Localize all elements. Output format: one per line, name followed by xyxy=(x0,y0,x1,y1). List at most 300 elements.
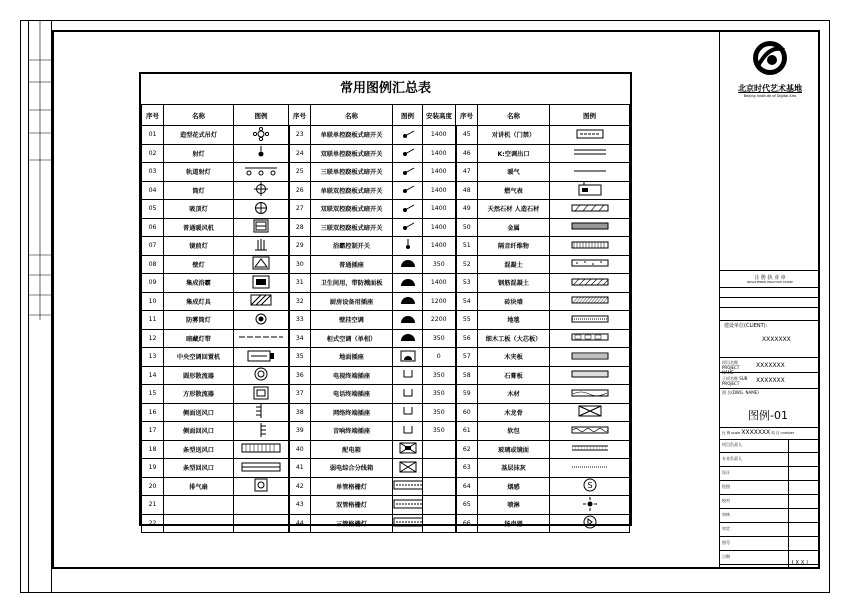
height-cell: 350 xyxy=(423,422,456,441)
speaker-icon xyxy=(583,515,597,531)
name-cell: 筒灯 xyxy=(164,181,234,200)
left-binding-strip xyxy=(28,20,52,593)
symbol-cell xyxy=(393,274,423,293)
seq-cell: 41 xyxy=(289,459,311,478)
name-cell: 中央空调回置机 xyxy=(164,348,234,367)
seq-cell: 62 xyxy=(456,440,478,459)
legend-sheet xyxy=(139,72,632,526)
distribution-box-icon xyxy=(399,442,417,456)
sheet-code-char: I xyxy=(792,560,794,566)
seq-cell: 51 xyxy=(456,237,478,256)
name-cell: 壁挂空调 xyxy=(311,311,393,330)
seq-cell: 65 xyxy=(456,496,478,515)
height-cell: 350 xyxy=(423,366,456,385)
symbol-cell xyxy=(550,274,630,293)
seq-cell: 26 xyxy=(289,181,311,200)
seq-cell: 43 xyxy=(289,496,311,515)
symbol-cell xyxy=(550,440,630,459)
symbol-cell xyxy=(393,237,423,256)
sprinkler-icon xyxy=(583,497,597,513)
symbol-cell xyxy=(550,459,630,478)
weak-current-box-icon xyxy=(399,461,417,475)
signature-row-label: 项目负责人 xyxy=(722,442,742,447)
seq-cell: 61 xyxy=(456,422,478,441)
ceiling-light-icon xyxy=(254,201,268,217)
seq-cell: 20 xyxy=(142,477,164,496)
symbol-cell xyxy=(550,385,630,404)
header-symbol: 图例 xyxy=(550,105,630,126)
name-cell: 普通插座 xyxy=(311,255,393,274)
seq-cell: 57 xyxy=(456,348,478,367)
wall-lamp-icon xyxy=(252,256,270,272)
symbol-cell xyxy=(550,403,630,422)
seq-cell: 55 xyxy=(456,311,478,330)
signature-row-label: 日期 xyxy=(722,554,730,559)
project-label: 项目名称 PROJECT NAME xyxy=(722,360,740,375)
name-cell: 金属 xyxy=(478,218,550,237)
signature-row xyxy=(720,523,820,537)
name-cell: 燃气表 xyxy=(478,181,550,200)
table-row xyxy=(142,422,630,441)
name-cell: 集成灯具 xyxy=(164,292,234,311)
height-cell: 0 xyxy=(423,348,456,367)
symbol-cell xyxy=(393,218,423,237)
table-row xyxy=(142,292,630,311)
seq-cell: 32 xyxy=(289,292,311,311)
signature-row xyxy=(720,439,820,453)
seq-cell: 35 xyxy=(289,348,311,367)
name-cell: 侧面送风口 xyxy=(164,403,234,422)
name-cell: 电视终端插座 xyxy=(311,366,393,385)
seq-cell: 14 xyxy=(142,366,164,385)
seq-cell: 48 xyxy=(456,181,478,200)
name-cell: 卫生间用，带防溅面板 xyxy=(311,274,393,293)
name-cell: 浴霸控制开关 xyxy=(311,237,393,256)
symbol-cell xyxy=(550,126,630,145)
name-cell: 音响终端插座 xyxy=(311,422,393,441)
seq-cell: 31 xyxy=(289,274,311,293)
symbol-cell xyxy=(550,255,630,274)
switch-icon xyxy=(400,166,416,178)
qualification-header: 注 册 执 业 章 xyxy=(754,275,786,281)
name-cell: 厨房设备用插座 xyxy=(311,292,393,311)
symbol-cell xyxy=(550,237,630,256)
height-cell: 1400 xyxy=(423,144,456,163)
height-cell: 350 xyxy=(423,403,456,422)
subproject-label: 子项名称 SUB PROJECT xyxy=(722,376,748,386)
seq-cell: 05 xyxy=(142,200,164,219)
symbol-cell xyxy=(393,144,423,163)
symbol-cell xyxy=(550,477,630,496)
symbol-cell xyxy=(234,366,289,385)
name-cell: 三管格栅灯 xyxy=(311,514,393,533)
symbol-cell xyxy=(550,422,630,441)
switch-icon xyxy=(400,184,416,196)
symbol-cell xyxy=(550,218,630,237)
fog-downlight-icon xyxy=(254,312,268,328)
seq-cell: 08 xyxy=(142,255,164,274)
name-cell: 双管格栅灯 xyxy=(311,496,393,515)
name-cell: 造型花式吊灯 xyxy=(164,126,234,145)
square-diffuser-icon xyxy=(253,386,269,402)
header-seq: 序号 xyxy=(289,105,311,126)
signature-row xyxy=(720,453,820,467)
table-row xyxy=(142,496,630,515)
name-cell: 三联双控跷板式暗开关 xyxy=(311,218,393,237)
symbol-cell xyxy=(550,329,630,348)
table-row xyxy=(142,200,630,219)
symbol-cell xyxy=(393,163,423,182)
height-cell: 1400 xyxy=(423,274,456,293)
seq-cell: 17 xyxy=(142,422,164,441)
company-logo-icon xyxy=(750,38,790,78)
name-cell: 网络终端插座 xyxy=(311,403,393,422)
signature-row xyxy=(720,481,820,495)
carpet-icon xyxy=(571,315,609,325)
concrete-icon xyxy=(571,259,609,269)
gas-meter-icon xyxy=(578,182,602,198)
seq-cell: 63 xyxy=(456,459,478,478)
name-cell: 防雾筒灯 xyxy=(164,311,234,330)
signature-row xyxy=(720,495,820,509)
seq-cell: 25 xyxy=(289,163,311,182)
symbol-cell xyxy=(550,514,630,533)
seq-cell: 59 xyxy=(456,385,478,404)
blockboard-icon xyxy=(571,333,609,343)
height-cell xyxy=(423,514,456,533)
name-cell: 双联双控跷板式暗开关 xyxy=(311,200,393,219)
table-row xyxy=(142,366,630,385)
symbol-cell xyxy=(393,255,423,274)
height-cell: 1400 xyxy=(423,218,456,237)
header-name: 名称 xyxy=(311,105,393,126)
seq-cell: 29 xyxy=(289,237,311,256)
seq-cell: 50 xyxy=(456,218,478,237)
seq-cell: 11 xyxy=(142,311,164,330)
ac-outlet-icon xyxy=(573,147,607,159)
seq-cell: 16 xyxy=(142,403,164,422)
name-cell: 吸顶灯 xyxy=(164,200,234,219)
bath-heater-icon xyxy=(252,275,270,291)
led-strip-icon xyxy=(239,334,283,342)
signature-row-label: 审定 xyxy=(722,526,730,531)
sheet-code xyxy=(792,560,810,566)
seq-cell: 24 xyxy=(289,144,311,163)
switch-icon xyxy=(400,221,416,233)
name-cell: 镜前灯 xyxy=(164,237,234,256)
seq-cell: 54 xyxy=(456,292,478,311)
symbol-cell xyxy=(234,218,289,237)
height-cell: 1400 xyxy=(423,181,456,200)
symbol-cell xyxy=(393,311,423,330)
name-cell: 集成浴霸 xyxy=(164,274,234,293)
seq-cell: 23 xyxy=(289,126,311,145)
name-cell: 侧面回风口 xyxy=(164,422,234,441)
switch-icon xyxy=(400,147,416,159)
table-row xyxy=(142,459,630,478)
seq-cell: 53 xyxy=(456,274,478,293)
signature-row-label: 设计 xyxy=(722,470,730,475)
symbol-cell xyxy=(393,329,423,348)
symbol-cell xyxy=(393,459,423,478)
subproject-value: XXXXXXX xyxy=(756,377,785,384)
name-cell: 软包 xyxy=(478,422,550,441)
table-row xyxy=(142,403,630,422)
height-cell: 350 xyxy=(423,385,456,404)
title-block xyxy=(719,30,820,569)
height-cell: 1200 xyxy=(423,292,456,311)
drawing-name-label: 图 名(DWG. NAME) xyxy=(722,390,759,395)
heater-icon xyxy=(253,219,269,235)
symbol-cell xyxy=(234,181,289,200)
name-cell: 木材 xyxy=(478,385,550,404)
side-return-vent-icon xyxy=(253,423,269,439)
signature-row-label: 校对 xyxy=(722,498,730,503)
grille-lamp-icon xyxy=(393,480,423,492)
gypsum-icon xyxy=(571,370,609,380)
seq-cell: 03 xyxy=(142,163,164,182)
table-row xyxy=(142,348,630,367)
name-cell: 木龙骨 xyxy=(478,403,550,422)
symbol-cell xyxy=(393,440,423,459)
socket-icon xyxy=(399,332,417,344)
height-cell xyxy=(423,459,456,478)
name-cell: 隔音纤维物 xyxy=(478,237,550,256)
bath-switch-icon xyxy=(403,239,413,253)
height-cell: 1400 xyxy=(423,163,456,182)
stone-icon xyxy=(571,204,609,214)
symbol-cell xyxy=(234,126,289,145)
scale-prefix: 比 例 scale xyxy=(722,431,741,435)
sheet-title: 常用图例汇总表 xyxy=(339,81,431,96)
sheet-code-char: I xyxy=(806,560,808,566)
name-cell: 电话终端插座 xyxy=(311,385,393,404)
table-row xyxy=(142,218,630,237)
header-symbol: 图例 xyxy=(393,105,423,126)
name-cell: 烟感 xyxy=(478,477,550,496)
header-seq: 序号 xyxy=(142,105,164,126)
seq-cell: 33 xyxy=(289,311,311,330)
intercom-icon xyxy=(576,129,604,141)
signature-row xyxy=(720,537,820,551)
symbol-cell xyxy=(234,163,289,182)
table-row xyxy=(142,144,630,163)
company-name-en: Beijing Institute of Digital Arts xyxy=(743,94,797,98)
strip-supply-vent-icon xyxy=(241,443,281,455)
table-row xyxy=(142,329,630,348)
table-row xyxy=(142,126,630,145)
height-cell: 1400 xyxy=(423,126,456,145)
name-cell: 壁灯 xyxy=(164,255,234,274)
seq-cell: 36 xyxy=(289,366,311,385)
symbol-cell xyxy=(234,496,289,515)
integrated-lamp-icon xyxy=(250,294,272,308)
seq-cell: 40 xyxy=(289,440,311,459)
grille-lamp-icon xyxy=(393,517,423,529)
seq-cell: 49 xyxy=(456,200,478,219)
seq-cell: 64 xyxy=(456,477,478,496)
wood-icon xyxy=(571,389,609,399)
symbol-cell xyxy=(234,311,289,330)
signature-rows xyxy=(720,439,820,569)
seq-cell: 56 xyxy=(456,329,478,348)
height-cell: 350 xyxy=(423,329,456,348)
symbol-cell xyxy=(393,477,423,496)
symbol-cell xyxy=(234,348,289,367)
name-cell: 柜式空调（单相） xyxy=(311,329,393,348)
symbol-cell xyxy=(234,403,289,422)
table-row xyxy=(142,385,630,404)
name-cell: 条型送风口 xyxy=(164,440,234,459)
seq-cell: 30 xyxy=(289,255,311,274)
height-cell xyxy=(423,477,456,496)
symbol-cell xyxy=(393,292,423,311)
table-row xyxy=(142,163,630,182)
fiber-icon xyxy=(571,241,609,251)
symbol-cell xyxy=(234,237,289,256)
scale-suffix: 项 目 number xyxy=(771,431,795,435)
seq-cell: 06 xyxy=(142,218,164,237)
signature-row-label: 图号 xyxy=(722,540,730,545)
seq-cell: 15 xyxy=(142,385,164,404)
drawing-title: 图例-01 xyxy=(748,409,788,422)
phone-socket-icon xyxy=(401,387,415,401)
scale-value: XXXXXXX xyxy=(741,429,771,436)
name-cell: 弱电综合分线箱 xyxy=(311,459,393,478)
name-cell xyxy=(164,514,234,533)
name-cell: 木夹板 xyxy=(478,348,550,367)
seq-cell: 42 xyxy=(289,477,311,496)
height-cell: 350 xyxy=(423,255,456,274)
table-row xyxy=(142,311,630,330)
seq-cell: 27 xyxy=(289,200,311,219)
name-cell: 天然石材 人造石材 xyxy=(478,200,550,219)
seq-cell: 38 xyxy=(289,403,311,422)
grille-lamp-icon xyxy=(393,499,423,511)
symbol-cell xyxy=(393,366,423,385)
table-row xyxy=(142,181,630,200)
table-row xyxy=(142,274,630,293)
sheet-code-char: X xyxy=(795,560,799,566)
project-value: XXXXXXX xyxy=(756,362,785,369)
name-cell: 单联单控跷板式暗开关 xyxy=(311,126,393,145)
name-cell: 条型回风口 xyxy=(164,459,234,478)
svg-text:S: S xyxy=(586,481,593,491)
header-symbol: 图例 xyxy=(234,105,289,126)
header-height: 安装高度 xyxy=(423,105,456,126)
radiator-icon xyxy=(573,168,607,176)
seq-cell: 21 xyxy=(142,496,164,515)
metal-icon xyxy=(571,222,609,232)
name-cell: 方形散流器 xyxy=(164,385,234,404)
seq-cell: 44 xyxy=(289,514,311,533)
signature-row xyxy=(720,509,820,523)
socket-icon xyxy=(399,277,417,289)
symbol-cell xyxy=(234,255,289,274)
switch-icon xyxy=(400,129,416,141)
table-row xyxy=(142,440,630,459)
seq-cell: 45 xyxy=(456,126,478,145)
seq-cell: 60 xyxy=(456,403,478,422)
central-ac-icon xyxy=(247,350,275,364)
name-cell: 普通暖风机 xyxy=(164,218,234,237)
mirror-light-icon xyxy=(253,238,269,254)
name-cell: 圆形散流器 xyxy=(164,366,234,385)
name-cell: 砖块墙 xyxy=(478,292,550,311)
audio-socket-icon xyxy=(401,424,415,438)
symbol-cell xyxy=(550,200,630,219)
seq-cell: 12 xyxy=(142,329,164,348)
soft-pack-icon xyxy=(571,426,609,436)
tv-socket-icon xyxy=(401,368,415,382)
name-cell: 双联单控跷板式暗开关 xyxy=(311,144,393,163)
height-cell: 2200 xyxy=(423,311,456,330)
name-cell: 对讲机（门禁） xyxy=(478,126,550,145)
seq-cell: 28 xyxy=(289,218,311,237)
client-value: XXXXXXX xyxy=(762,336,791,343)
network-socket-icon xyxy=(401,405,415,419)
seq-cell: 04 xyxy=(142,181,164,200)
symbol-cell xyxy=(234,422,289,441)
height-cell: 1400 xyxy=(423,200,456,219)
name-cell: 喷淋 xyxy=(478,496,550,515)
plywood-icon xyxy=(571,352,609,362)
symbol-cell xyxy=(393,348,423,367)
name-cell: 石膏板 xyxy=(478,366,550,385)
header-name: 名称 xyxy=(164,105,234,126)
seq-cell: 10 xyxy=(142,292,164,311)
symbol-cell xyxy=(234,440,289,459)
symbol-cell xyxy=(550,496,630,515)
symbol-cell xyxy=(234,514,289,533)
track-light-icon xyxy=(243,165,279,179)
seq-cell: 13 xyxy=(142,348,164,367)
symbol-cell xyxy=(234,385,289,404)
table-row xyxy=(142,477,630,496)
symbol-cell xyxy=(234,459,289,478)
symbol-cell xyxy=(550,348,630,367)
brick-icon xyxy=(571,296,609,306)
socket-icon xyxy=(399,295,417,307)
floor-socket-icon xyxy=(400,350,416,364)
sheet-code-char: X xyxy=(800,560,805,566)
name-cell: 基层抹灰 xyxy=(478,459,550,478)
symbol-cell xyxy=(550,292,630,311)
name-cell xyxy=(164,496,234,515)
name-cell: 三联单控跷板式暗开关 xyxy=(311,163,393,182)
name-cell: 混凝土 xyxy=(478,255,550,274)
height-cell xyxy=(423,496,456,515)
symbol-cell xyxy=(393,200,423,219)
seq-cell: 18 xyxy=(142,440,164,459)
symbol-cell xyxy=(234,329,289,348)
symbol-cell xyxy=(550,144,630,163)
client-label: 建设单位(CLIENT): xyxy=(724,323,768,329)
scale-row xyxy=(722,430,794,436)
name-cell: 暖气 xyxy=(478,163,550,182)
symbol-cell xyxy=(234,292,289,311)
name-cell: 排气扇 xyxy=(164,477,234,496)
downlight-icon xyxy=(254,182,268,198)
name-cell: 钢筋混凝土 xyxy=(478,274,550,293)
name-cell: 地面插座 xyxy=(311,348,393,367)
name-cell: 玻璃或镜面 xyxy=(478,440,550,459)
symbol-cell xyxy=(234,274,289,293)
name-cell: 射灯 xyxy=(164,144,234,163)
seq-cell: 66 xyxy=(456,514,478,533)
symbol-cell xyxy=(550,181,630,200)
seq-cell: 02 xyxy=(142,144,164,163)
